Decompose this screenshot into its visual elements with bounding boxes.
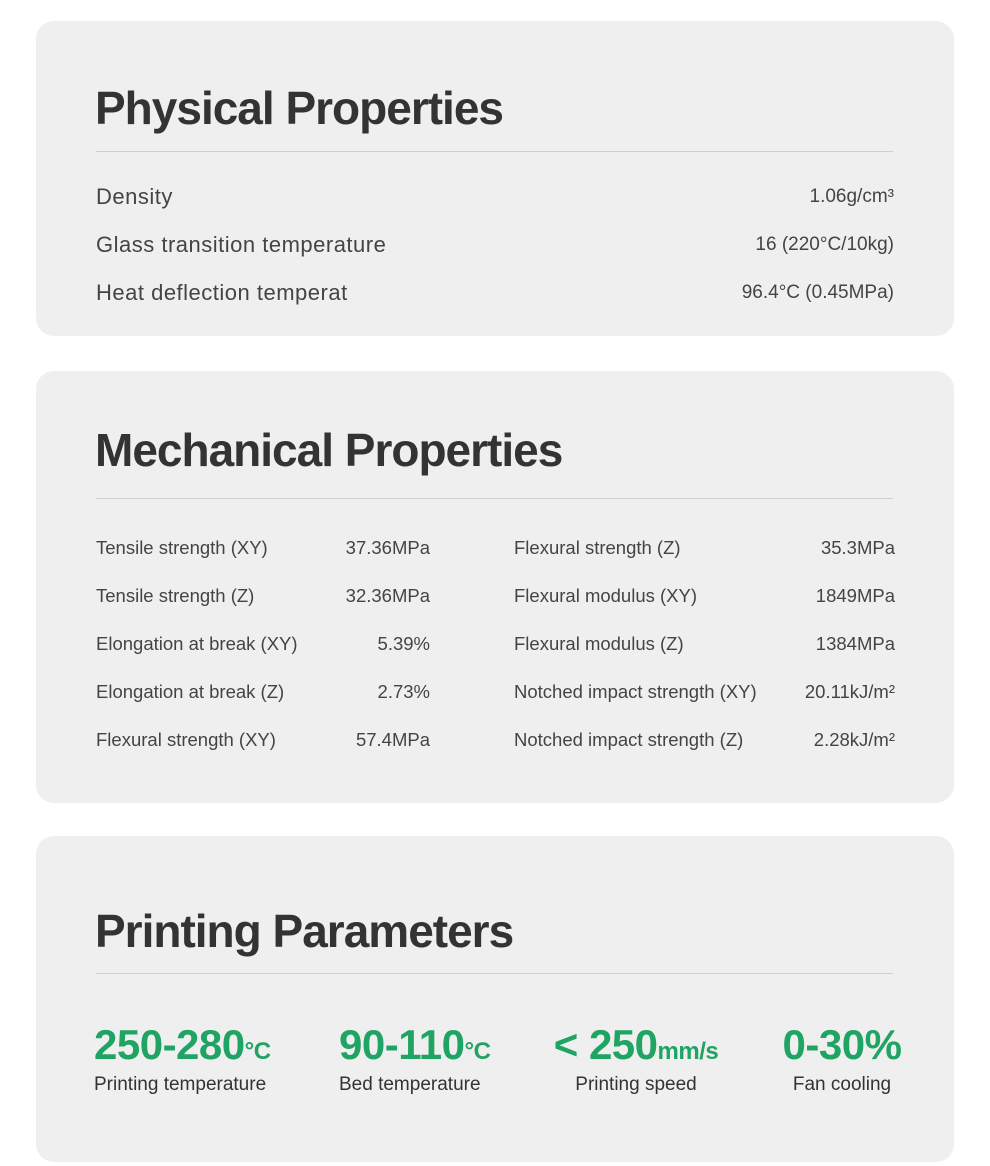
mech-label: Flexural strength (XY): [96, 729, 276, 750]
mech-row: [514, 535, 895, 561]
param-unit: °C: [464, 1038, 491, 1065]
mechanical-properties-card: [36, 371, 954, 803]
divider: [96, 151, 893, 152]
mech-label: Flexural modulus (XY): [514, 585, 698, 606]
param-label: Printing temperature: [94, 1074, 267, 1095]
mechanical-properties-title: Mechanical Properties: [95, 424, 563, 476]
mech-row: [514, 583, 895, 609]
property-row-density: [96, 182, 894, 212]
param-label: Fan cooling: [792, 1074, 892, 1095]
property-label: Glass transition temperature: [96, 232, 387, 257]
physical-properties-title: Physical Properties: [95, 82, 503, 134]
param-unit: °C: [244, 1038, 271, 1065]
mech-value: 20.11kJ/m²: [804, 681, 895, 702]
mech-label: Tensile strength (Z): [96, 585, 255, 606]
param-printing-temperature: [94, 1021, 271, 1096]
mech-value: 57.4MPa: [355, 729, 430, 750]
mech-label: Flexural strength (Z): [514, 537, 681, 558]
mech-row: [96, 727, 430, 753]
property-value: 1.06g/cm³: [809, 186, 894, 207]
mech-row: [514, 679, 895, 705]
divider: [96, 973, 893, 974]
mech-value: 1849MPa: [815, 585, 895, 606]
mech-value: 5.39%: [377, 633, 430, 654]
param-value: 250-280°C: [94, 1021, 271, 1068]
param-unit: mm/s: [657, 1038, 719, 1065]
property-row-glass-transition: [96, 230, 894, 260]
property-value: 96.4°C (0.45MPa): [741, 282, 894, 303]
printing-parameters-title: Printing Parameters: [95, 905, 514, 957]
mech-value: 35.3MPa: [820, 537, 895, 558]
param-label: Bed temperature: [339, 1074, 481, 1095]
mech-value: 37.36MPa: [345, 537, 430, 558]
property-row-heat-deflection: [96, 278, 894, 308]
mech-row: [514, 727, 895, 753]
mech-label: Elongation at break (Z): [96, 681, 285, 702]
divider: [96, 498, 893, 499]
property-value: 16 (220°C/10kg): [755, 234, 894, 255]
mech-row: [96, 535, 430, 561]
mech-value: 2.73%: [377, 681, 430, 702]
property-label: Density: [96, 184, 173, 209]
mech-row: [96, 631, 430, 657]
param-bed-temperature: [339, 1021, 491, 1096]
mech-row: [96, 679, 430, 705]
param-printing-speed: [546, 1021, 726, 1096]
param-fan-cooling: [776, 1021, 908, 1096]
param-value: < 250mm/s: [553, 1021, 719, 1068]
mech-label: Notched impact strength (XY): [514, 681, 757, 702]
mech-label: Tensile strength (XY): [96, 537, 268, 558]
mech-label: Flexural modulus (Z): [514, 633, 684, 654]
mech-label: Elongation at break (XY): [96, 633, 298, 654]
mech-value: 32.36MPa: [345, 585, 430, 606]
param-label: Printing speed: [575, 1074, 697, 1095]
mech-row: [96, 583, 430, 609]
mech-label: Notched impact strength (Z): [514, 729, 744, 750]
printing-parameters-card: [36, 836, 954, 1162]
mech-value: 1384MPa: [815, 633, 895, 654]
property-label: Heat deflection temperat: [96, 280, 348, 305]
physical-properties-card: [36, 21, 954, 336]
param-value: 0-30%: [782, 1021, 902, 1068]
param-value: 90-110°C: [339, 1021, 491, 1068]
mech-value: 2.28kJ/m²: [813, 729, 895, 750]
mech-row: [514, 631, 895, 657]
